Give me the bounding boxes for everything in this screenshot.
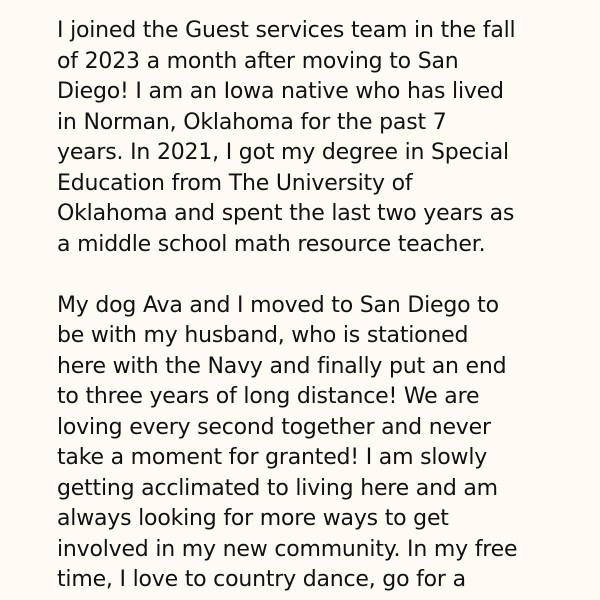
text-line: be with my husband, who is stationed	[57, 323, 469, 348]
text-line: always looking for more ways to get	[57, 506, 449, 531]
text-line: in Norman, Oklahoma for the past 7	[57, 109, 447, 135]
text-line: My dog Ava and I moved to San Diego to	[57, 292, 499, 318]
text-line: here with the Navy and finally put an end	[57, 353, 507, 379]
text-line: involved in my new community. In my free	[57, 536, 518, 562]
text-line: years. In 2021, I got my degree in Special	[57, 140, 509, 165]
text-line: time, I love to country dance, go for a	[57, 567, 466, 592]
paragraph-1	[57, 16, 597, 260]
text-line: I joined the Guest services team in the fall	[57, 18, 516, 43]
text-line: Education from The University of	[57, 170, 413, 196]
paragraph-gap	[57, 260, 597, 291]
text-line: take a moment for granted! I am slowly	[57, 445, 488, 470]
text-line: to three years of long distance! We are	[57, 384, 480, 409]
text-line: Diego! I am an Iowa native who has lived	[57, 79, 504, 104]
text-line: a middle school math resource teacher.	[57, 231, 486, 257]
text-line: loving every second together and never	[57, 414, 491, 440]
text-line: of 2023 a month after moving to San	[57, 48, 459, 74]
text-line: getting acclimated to living here and am	[57, 475, 498, 501]
bio-text	[57, 16, 597, 596]
text-line: Oklahoma and spent the last two years as	[57, 201, 515, 226]
paragraph-2	[57, 291, 597, 596]
